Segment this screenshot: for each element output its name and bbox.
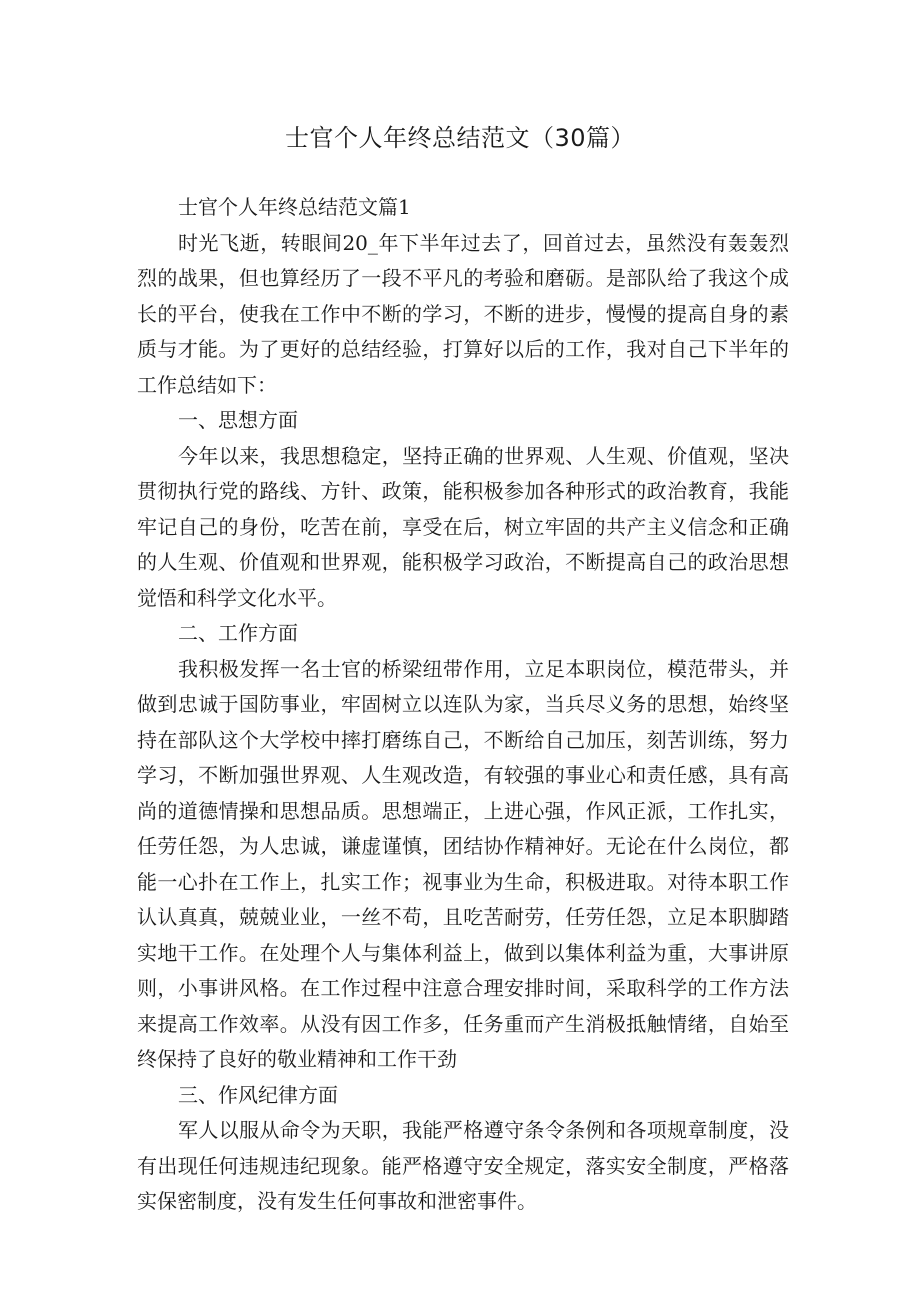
paragraph-work: 我积极发挥一名士官的桥梁纽带作用，立足本职岗位，模范带头，并做到忠诚于国防事业，牢固树立以连队为家，当兵尽义务的思想，始终坚持在部队这个大学校中摔打磨练自己，不断给自己加压，刻苦训练，努力学习，不断加强世界观、人生观改造，有较强的事业心和责任感，具有高尚的道德情操和思想品质。思想端正，上进心强，作风正派，工作扎实，任劳任怨，为人忠诚，谦虚谨慎，团结协作精神好。无论在什么岗位，都能一心扑在工作上，扎实工作；视事业为生命，积极进取。对待本职工作认认真真，兢兢业业，一丝不苟，且吃苦耐劳，任劳任怨，立足本职脚踏实地干工作。在处理个人与集体利益上，做到以集体利益为重，大事讲原则，小事讲风格。在工作过程中注意合理安排时间，采取科学的工作方法来提高工作效率。从没有因工作多，任务重而产生消极抵触情绪，自始至终保持了良好的敬业精神和工作干劲: [137, 656, 789, 1071]
paragraph-thought: 今年以来，我思想稳定，坚持正确的世界观、人生观、价值观，坚决贯彻执行党的路线、方针、政策，能积极参加各种形式的政治教育，我能牢记自己的身份，吃苦在前，享受在后，树立牢固的共产主义信念和正确的人生观、价值观和世界观，能积极学习政治，不断提高自己的政治思想觉悟和科学文化水平。: [137, 443, 789, 610]
section-subtitle: 士官个人年终总结范文篇1: [178, 195, 411, 219]
paragraph-intro: 时光飞逝，转眼间20_年下半年过去了，回首过去，虽然没有轰轰烈烈的战果，但也算经历了一段不平凡的考验和磨砺。是部队给了我这个成长的平台，使我在工作中不断的学习，不断的进步，慢慢的提高自身的素质与才能。为了更好的总结经验，打算好以后的工作，我对自己下半年的工作总结如下：: [137, 230, 789, 397]
document-body: [137, 190, 789, 1220]
heading-discipline: 三、作风纪律方面: [178, 1082, 338, 1107]
paragraph-discipline: 军人以服从命令为天职，我能严格遵守条令条例和各项规章制度，没有出现任何违规违纪现象。能严格遵守安全规定，落实安全制度，严格落实保密制度，没有发生任何事故和泄密事件。: [137, 1118, 789, 1213]
heading-thought: 一、思想方面: [178, 408, 298, 432]
heading-work: 二、工作方面: [178, 621, 298, 645]
document-title: 士官个人年终总结范文（30篇）: [284, 124, 636, 152]
